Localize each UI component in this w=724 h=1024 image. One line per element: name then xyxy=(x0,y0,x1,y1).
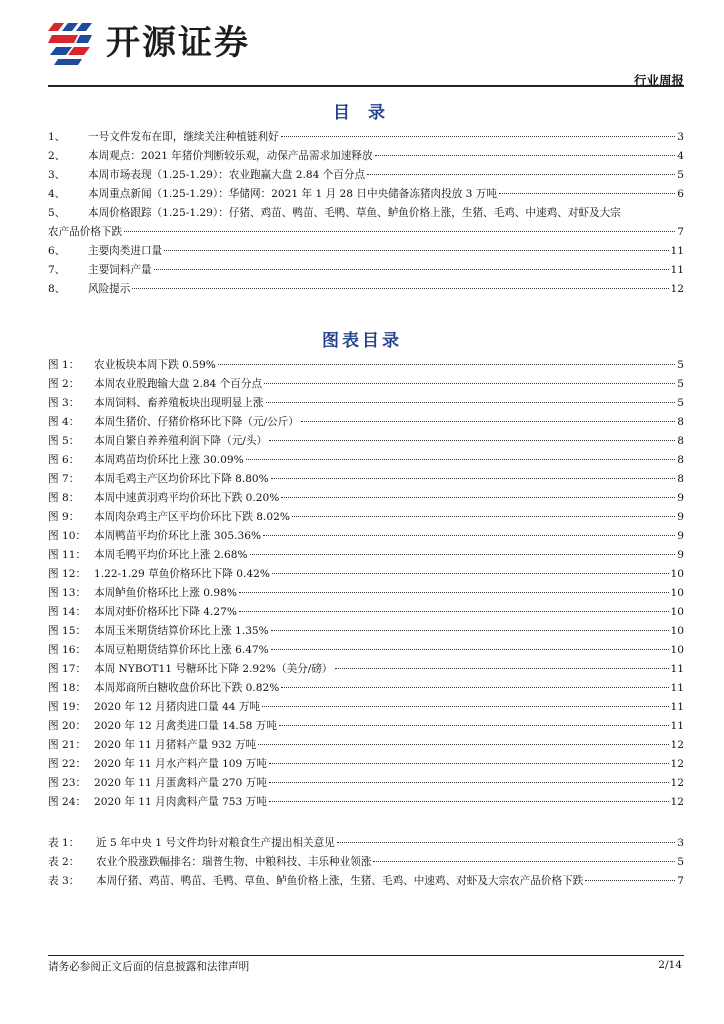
footer-disclaimer: 请务必参阅正文后面的信息披露和法律声明 xyxy=(48,961,250,973)
toc-entry-page: 11 xyxy=(670,245,684,257)
figure-entry[interactable] xyxy=(48,356,684,375)
figure-entry-number: 图 15： xyxy=(48,625,87,637)
toc-entry-number: 3、 xyxy=(48,169,66,181)
figure-entry[interactable] xyxy=(48,736,684,755)
table-entry-number: 表 1： xyxy=(48,837,80,849)
toc-entry[interactable] xyxy=(48,204,684,242)
figure-entry[interactable] xyxy=(48,641,684,660)
figure-entry-text: 本周毛鸡主产区均价环比下降 8.80% xyxy=(94,473,269,485)
figure-entry-page: 10 xyxy=(670,587,684,599)
figure-entry-text: 本周鸭苗平均价环比上涨 305.36% xyxy=(94,530,262,542)
dot-leader xyxy=(585,880,675,881)
toc-entry[interactable] xyxy=(48,280,684,299)
figure-entry-text: 本周生猪价、仔猪价格环比下降（元/公斤） xyxy=(94,416,299,428)
figure-entry-number: 图 16： xyxy=(48,644,87,656)
figure-entry-page: 5 xyxy=(677,359,684,371)
toc-entry[interactable] xyxy=(48,242,684,261)
figure-entry-number: 图 24： xyxy=(48,796,87,808)
table-entry-text: 农业个股涨跌幅排名：瑞普生物、中粮科技、丰乐种业领涨 xyxy=(96,856,372,868)
figure-entry-text: 2020 年 11 月猪料产量 932 万吨 xyxy=(94,739,257,751)
figure-entry-text: 本周郑商所白糖收盘价环比下跌 0.82% xyxy=(94,682,280,694)
figure-entry-number: 图 5： xyxy=(48,435,80,447)
figure-entry-number: 图 10： xyxy=(48,530,87,542)
dot-leader xyxy=(367,174,675,175)
figure-entry-number: 图 1： xyxy=(48,359,80,371)
toc-entry-text: 主要饲料产量 xyxy=(88,264,152,276)
dot-leader xyxy=(269,782,669,783)
figure-entry-page: 11 xyxy=(670,682,684,694)
dot-leader xyxy=(239,611,669,612)
toc-entry-page: 11 xyxy=(670,264,684,276)
figure-entry-number: 图 14： xyxy=(48,606,87,618)
figure-entry-page: 10 xyxy=(670,625,684,637)
page-number: 2/14 xyxy=(658,959,682,971)
toc-entry[interactable] xyxy=(48,185,684,204)
dot-leader xyxy=(281,497,675,498)
logo-text: 开源证券 xyxy=(106,23,250,63)
figure-entry[interactable] xyxy=(48,622,684,641)
toc-entry-line1 xyxy=(48,204,684,223)
dot-leader xyxy=(499,193,675,194)
dot-leader xyxy=(335,668,669,669)
figure-entry-page: 10 xyxy=(670,568,684,580)
figure-entry-page: 12 xyxy=(670,777,684,789)
dot-leader xyxy=(271,630,669,631)
figure-entry-text: 本周肉杂鸡主产区平均价环比下跌 8.02% xyxy=(94,511,290,523)
figure-entry-number: 图 4： xyxy=(48,416,80,428)
figure-index-title: 图表目录 xyxy=(322,331,402,351)
dot-leader xyxy=(258,744,668,745)
figure-entry-number: 图 20： xyxy=(48,720,87,732)
dot-leader xyxy=(218,364,675,365)
figure-entry-text: 本周中速黄羽鸡平均价环比下跌 0.20% xyxy=(94,492,280,504)
dot-leader xyxy=(154,269,669,270)
table-entry-number: 表 3： xyxy=(48,875,80,887)
figure-entry[interactable] xyxy=(48,527,684,546)
figure-entry-text: 本周农业股跑输大盘 2.84 个百分点 xyxy=(94,378,263,390)
dot-leader xyxy=(269,763,669,764)
toc-entry[interactable] xyxy=(48,261,684,280)
figure-entry[interactable] xyxy=(48,660,684,679)
figure-entry[interactable] xyxy=(48,470,684,489)
dot-leader xyxy=(132,288,668,289)
figure-entry-text: 1.22-1.29 草鱼价格环比下降 0.42% xyxy=(94,568,270,580)
figure-entry-page: 8 xyxy=(677,435,684,447)
figure-entry-number: 图 17： xyxy=(48,663,87,675)
figure-entry-page: 9 xyxy=(677,530,684,542)
logo-mark-icon xyxy=(48,19,100,67)
figure-entry-page: 10 xyxy=(670,644,684,656)
dot-leader xyxy=(269,801,669,802)
figure-entry-page: 11 xyxy=(670,701,684,713)
dot-leader xyxy=(262,706,668,707)
figure-entry-number: 图 3： xyxy=(48,397,80,409)
dot-leader xyxy=(337,842,675,843)
figure-entry-page: 12 xyxy=(670,796,684,808)
figure-entry-page: 8 xyxy=(677,416,684,428)
table-entry-text: 本周仔猪、鸡苗、鸭苗、毛鸭、草鱼、鲈鱼价格上涨，生猪、毛鸡、中速鸡、对虾及大宗农产品价格下跌 xyxy=(96,875,584,887)
figure-entry[interactable] xyxy=(48,451,684,470)
toc-entry-number: 1、 xyxy=(48,131,66,143)
toc-entry-page: 6 xyxy=(677,188,684,200)
figure-entry-text: 2020 年 11 月蛋禽料产量 270 万吨 xyxy=(94,777,267,789)
figure-entry-text: 本周鲈鱼价格环比上涨 0.98% xyxy=(94,587,237,599)
toc-list xyxy=(48,128,684,299)
dot-leader xyxy=(124,231,675,232)
figure-entry-text: 本周自繁自养养殖利润下降（元/头） xyxy=(94,435,268,447)
toc-entry-number: 5、 xyxy=(48,207,66,219)
figure-entry-number: 图 8： xyxy=(48,492,80,504)
figure-entry[interactable] xyxy=(48,698,684,717)
figure-entry-text: 本周玉米期货结算价环比上涨 1.35% xyxy=(94,625,269,637)
figure-entry[interactable] xyxy=(48,375,684,394)
figure-entry-page: 5 xyxy=(677,397,684,409)
figure-entry-number: 图 18： xyxy=(48,682,87,694)
dot-leader xyxy=(164,250,668,251)
figure-entry-number: 图 13： xyxy=(48,587,87,599)
figure-entry-page: 5 xyxy=(677,378,684,390)
figure-entry-text: 本周 NYBOT11 号糖环比下降 2.92%（美分/磅） xyxy=(94,663,333,675)
figure-entry[interactable] xyxy=(48,603,684,622)
dot-leader xyxy=(239,592,669,593)
figure-entry-page: 9 xyxy=(677,511,684,523)
figure-entry[interactable] xyxy=(48,546,684,565)
table-entry-page: 3 xyxy=(677,837,684,849)
figure-entry[interactable] xyxy=(48,565,684,584)
figure-entry-text: 2020 年 11 月水产料产量 109 万吨 xyxy=(94,758,267,770)
toc-entry-number: 2、 xyxy=(48,150,66,162)
dot-leader xyxy=(264,383,675,384)
footer-divider xyxy=(48,955,684,956)
figure-entry-page: 11 xyxy=(670,720,684,732)
toc-entry-page: 5 xyxy=(677,169,684,181)
toc-entry-page: 4 xyxy=(677,150,684,162)
dot-leader xyxy=(281,136,676,137)
table-entry[interactable] xyxy=(48,853,684,872)
toc-entry-number: 4、 xyxy=(48,188,66,200)
header-divider xyxy=(48,85,684,87)
toc-entry[interactable] xyxy=(48,147,684,166)
dot-leader xyxy=(246,459,676,460)
figure-entry[interactable] xyxy=(48,394,684,413)
figure-entry[interactable] xyxy=(48,679,684,698)
company-logo xyxy=(48,18,250,68)
table-entry-page: 7 xyxy=(677,875,684,887)
figure-entry[interactable] xyxy=(48,432,684,451)
figure-entry-text: 2020 年 12 月猪肉进口量 44 万吨 xyxy=(94,701,261,713)
figure-entry-page: 8 xyxy=(677,473,684,485)
figure-entry[interactable] xyxy=(48,793,684,812)
table-entry-text: 近 5 年中央 1 号文件均针对粮食生产提出相关意见 xyxy=(96,837,335,849)
figure-entry[interactable] xyxy=(48,774,684,793)
figure-entry-number: 图 21： xyxy=(48,739,87,751)
dot-leader xyxy=(272,573,669,574)
toc-entry-text: 本周市场表现（1.25-1.29）：农业跑赢大盘 2.84 个百分点 xyxy=(88,169,366,181)
toc-entry[interactable] xyxy=(48,166,684,185)
toc-title: 目 录 xyxy=(333,103,391,123)
toc-entry-number: 8、 xyxy=(48,283,66,295)
figure-entry-number: 图 2： xyxy=(48,378,80,390)
dot-leader xyxy=(375,155,676,156)
dot-leader xyxy=(301,421,675,422)
figure-entry-page: 10 xyxy=(670,606,684,618)
figure-entry-text: 本周饲料、畜养殖板块出现明显上涨 xyxy=(94,397,264,409)
table-entry-page: 5 xyxy=(677,856,684,868)
figure-entry[interactable] xyxy=(48,508,684,527)
table-entry-number: 表 2： xyxy=(48,856,80,868)
figure-entry-number: 图 19： xyxy=(48,701,87,713)
figure-entry-number: 图 6： xyxy=(48,454,80,466)
dot-leader xyxy=(279,725,669,726)
figure-entry[interactable] xyxy=(48,489,684,508)
dot-leader xyxy=(271,478,676,479)
figure-entry-number: 图 9： xyxy=(48,511,80,523)
dot-leader xyxy=(269,440,675,441)
figure-entry-number: 图 11： xyxy=(48,549,87,561)
figure-entry-page: 9 xyxy=(677,549,684,561)
figure-entry-number: 图 7： xyxy=(48,473,80,485)
table-entry[interactable] xyxy=(48,834,684,853)
report-type-label: 行业周报 xyxy=(633,73,684,88)
toc-entry-number: 6、 xyxy=(48,245,66,257)
figure-entry-text: 本周鸡苗均价环比上涨 30.09% xyxy=(94,454,244,466)
figure-entry-page: 11 xyxy=(670,663,684,675)
table-index-list xyxy=(48,834,684,891)
toc-entry-number: 7、 xyxy=(48,264,66,276)
figure-entry-number: 图 12： xyxy=(48,568,87,580)
toc-entry-text-cont: 农产品价格下跌 xyxy=(48,226,123,238)
figure-entry[interactable] xyxy=(48,413,684,432)
figure-entry-text: 本周对虾价格环比下降 4.27% xyxy=(94,606,237,618)
figure-entry-text: 2020 年 11 月肉禽料产量 753 万吨 xyxy=(94,796,267,808)
toc-entry-text: 一号文件发布在即，继续关注种植链利好 xyxy=(88,131,279,143)
dot-leader xyxy=(281,687,668,688)
figure-entry-text: 农业板块本周下跌 0.59% xyxy=(94,359,216,371)
figure-entry-number: 图 23： xyxy=(48,777,87,789)
dot-leader xyxy=(292,516,675,517)
figure-entry[interactable] xyxy=(48,584,684,603)
dot-leader xyxy=(271,649,669,650)
toc-entry-text: 本周价格跟踪（1.25-1.29）：仔猪、鸡苗、鸭苗、毛鸭、草鱼、鲈鱼价格上涨，生猪、毛鸡、中速鸡、对虾及大宗 xyxy=(88,207,621,219)
toc-entry-text: 主要肉类进口量 xyxy=(88,245,163,257)
toc-entry-text: 风险提示 xyxy=(88,283,131,295)
toc-entry-line2 xyxy=(48,223,684,242)
figure-entry-page: 8 xyxy=(677,454,684,466)
dot-leader xyxy=(266,402,676,403)
figure-entry-number: 图 22： xyxy=(48,758,87,770)
figure-entry[interactable] xyxy=(48,717,684,736)
figure-entry-text: 本周毛鸭平均价环比上涨 2.68% xyxy=(94,549,248,561)
figure-entry[interactable] xyxy=(48,755,684,774)
toc-entry-text: 本周观点：2021 年猪价判断较乐观，动保产品需求加速释放 xyxy=(88,150,373,162)
dot-leader xyxy=(373,861,675,862)
dot-leader xyxy=(250,554,676,555)
toc-entry-page: 7 xyxy=(677,226,684,238)
table-entry[interactable] xyxy=(48,872,684,891)
toc-entry-text: 本周重点新闻（1.25-1.29）：华储网：2021 年 1 月 28 日中央储备冻猪肉投放 3 万吨 xyxy=(88,188,497,200)
figure-entry-page: 9 xyxy=(677,492,684,504)
figure-index-list xyxy=(48,356,684,812)
figure-entry-page: 12 xyxy=(670,758,684,770)
figure-entry-text: 本周豆粕期货结算价环比上涨 6.47% xyxy=(94,644,269,656)
dot-leader xyxy=(263,535,675,536)
toc-entry-page: 12 xyxy=(670,283,684,295)
figure-entry-text: 2020 年 12 月禽类进口量 14.58 万吨 xyxy=(94,720,277,732)
toc-entry[interactable] xyxy=(48,128,684,147)
toc-entry-page: 3 xyxy=(677,131,684,143)
page-header xyxy=(48,14,684,88)
figure-entry-page: 12 xyxy=(670,739,684,751)
